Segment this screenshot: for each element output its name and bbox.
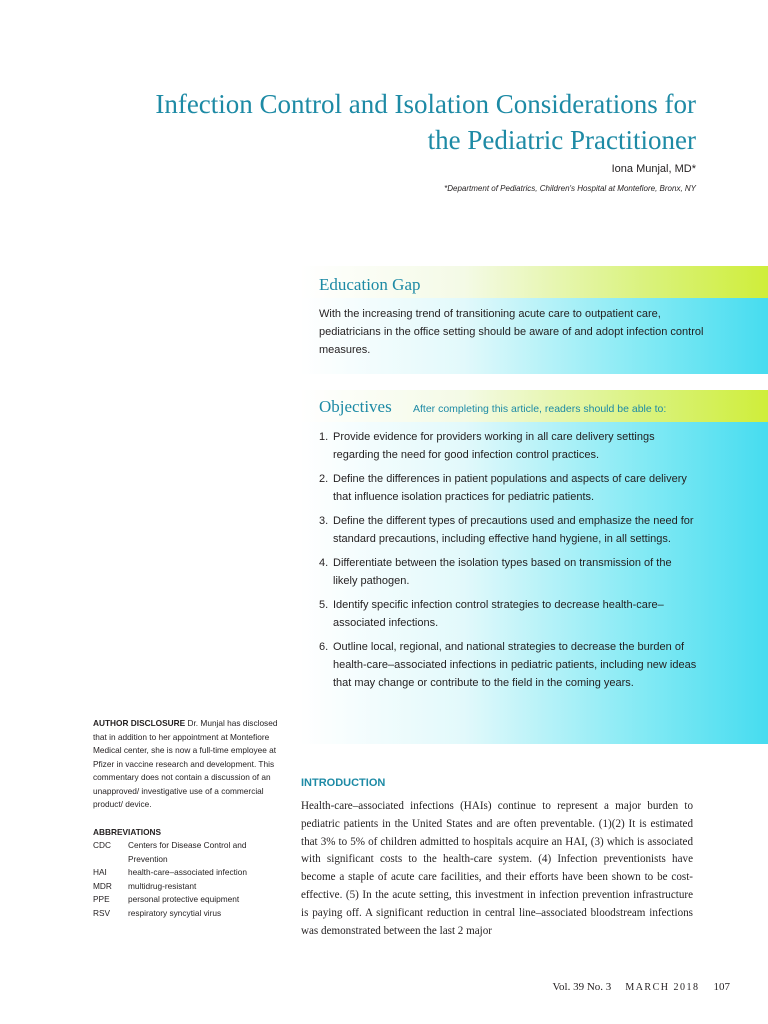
objectives-title: Objectives	[319, 397, 392, 416]
abbreviation-value: personal protective equipment	[128, 894, 240, 904]
title-line-2: the Pediatric Practitioner	[427, 125, 696, 155]
objective-number: 6.	[319, 641, 329, 653]
abbreviation-key: HAI	[93, 867, 107, 877]
objective-item	[319, 554, 699, 590]
objective-number: 1.	[319, 431, 329, 443]
abbreviation-value: multidrug-resistant	[128, 880, 197, 891]
objective-number: 3.	[319, 515, 329, 527]
introduction-heading: INTRODUCTION	[301, 777, 386, 789]
author-name: Iona Munjal, MD*	[611, 163, 696, 175]
footer-volume: Vol. 39 No. 3	[552, 981, 612, 993]
objective-text: Define the different types of precautions used and emphasize the need for standard precautions, including effective hand hygiene, in all settings.	[333, 515, 694, 545]
objective-item	[319, 428, 699, 464]
abbreviation-key: MDR	[93, 880, 112, 891]
abbreviation-value: health-care–associated infection	[128, 867, 247, 877]
objective-text: Define the differences in patient populations and aspects of care delivery that influence isolation practices for pediatric patients.	[333, 473, 687, 503]
objective-item	[319, 596, 699, 632]
objective-text: Provide evidence for providers working in all care delivery settings regarding the need for good infection control practices.	[333, 431, 655, 461]
page-footer	[440, 981, 730, 993]
article-title	[80, 86, 696, 158]
abbreviation-row	[93, 907, 283, 921]
abbreviation-key: PPE	[93, 894, 110, 904]
abbreviation-key: CDC	[93, 840, 111, 850]
objective-item	[319, 512, 699, 548]
objective-number: 5.	[319, 599, 329, 611]
abbreviation-row	[93, 893, 283, 907]
abbreviation-row	[93, 866, 283, 880]
author-disclosure-text: Dr. Munjal has disclosed that in addition to her appointment at Montefiore Medical center, she is now a full-time employee at Pfizer in vaccine research and development. This commentary does not contain a discussion of an unapproved/ investigative use of a commercial product/ device.	[93, 718, 278, 809]
objective-item	[319, 470, 699, 506]
author-disclosure-label: AUTHOR DISCLOSURE	[93, 718, 186, 728]
footer-month: MARCH 2018	[625, 982, 700, 993]
objective-text: Outline local, regional, and national strategies to decrease the burden of health-care–associated infections in pediatric patients, including new ideas that may change or contribute to the field in the coming years.	[333, 641, 697, 689]
objectives-list	[319, 428, 699, 698]
abbreviation-value: Centers for Disease Control and Prevention	[128, 840, 247, 864]
education-gap-title: Education Gap	[319, 275, 421, 294]
objective-text: Identify specific infection control strategies to decrease health-care–associated infections.	[333, 599, 664, 629]
education-gap-text: With the increasing trend of transitioning acute care to outpatient care, pediatricians in the office setting should be aware of and adopt infection control measures.	[319, 308, 704, 356]
title-line-1: Infection Control and Isolation Considerations for	[155, 89, 696, 119]
author-affiliation: *Department of Pediatrics, Children's Hospital at Montefiore, Bronx, NY	[444, 184, 696, 193]
objective-number: 4.	[319, 557, 329, 569]
page-number: 107	[713, 981, 730, 993]
abbreviation-row	[93, 839, 283, 866]
author-disclosure	[93, 717, 283, 812]
abbreviation-value: respiratory syncytial virus	[128, 907, 222, 918]
sidebar	[93, 717, 283, 920]
objective-item	[319, 638, 699, 692]
abbreviation-row	[93, 880, 283, 894]
abbreviation-key: RSV	[93, 907, 111, 918]
objective-text: Differentiate between the isolation types based on transmission of the likely pathogen.	[333, 557, 672, 587]
abbreviations-title: ABBREVIATIONS	[93, 826, 162, 837]
objectives-intro: After completing this article, readers should be able to:	[413, 403, 667, 415]
objective-number: 2.	[319, 473, 329, 485]
introduction-body: Health-care–associated infections (HAIs) continue to represent a major burden to pediatric patients in the United States and are often preventable. (1)(2) It is estimated that 3% to 5% of children admitted to hospitals acquire an HAI, (3) which is associated with significant costs to the health-care system. (4) Infection preventionists have become a staple of acute care facilities, and their efforts have been shown to be cost-effective. (5) In the acute setting, this investment in infection prevention infrastructure is paying off. A significant reduction in central line–associated bloodstream infections was demonstrated between the last 2 major	[301, 800, 693, 937]
